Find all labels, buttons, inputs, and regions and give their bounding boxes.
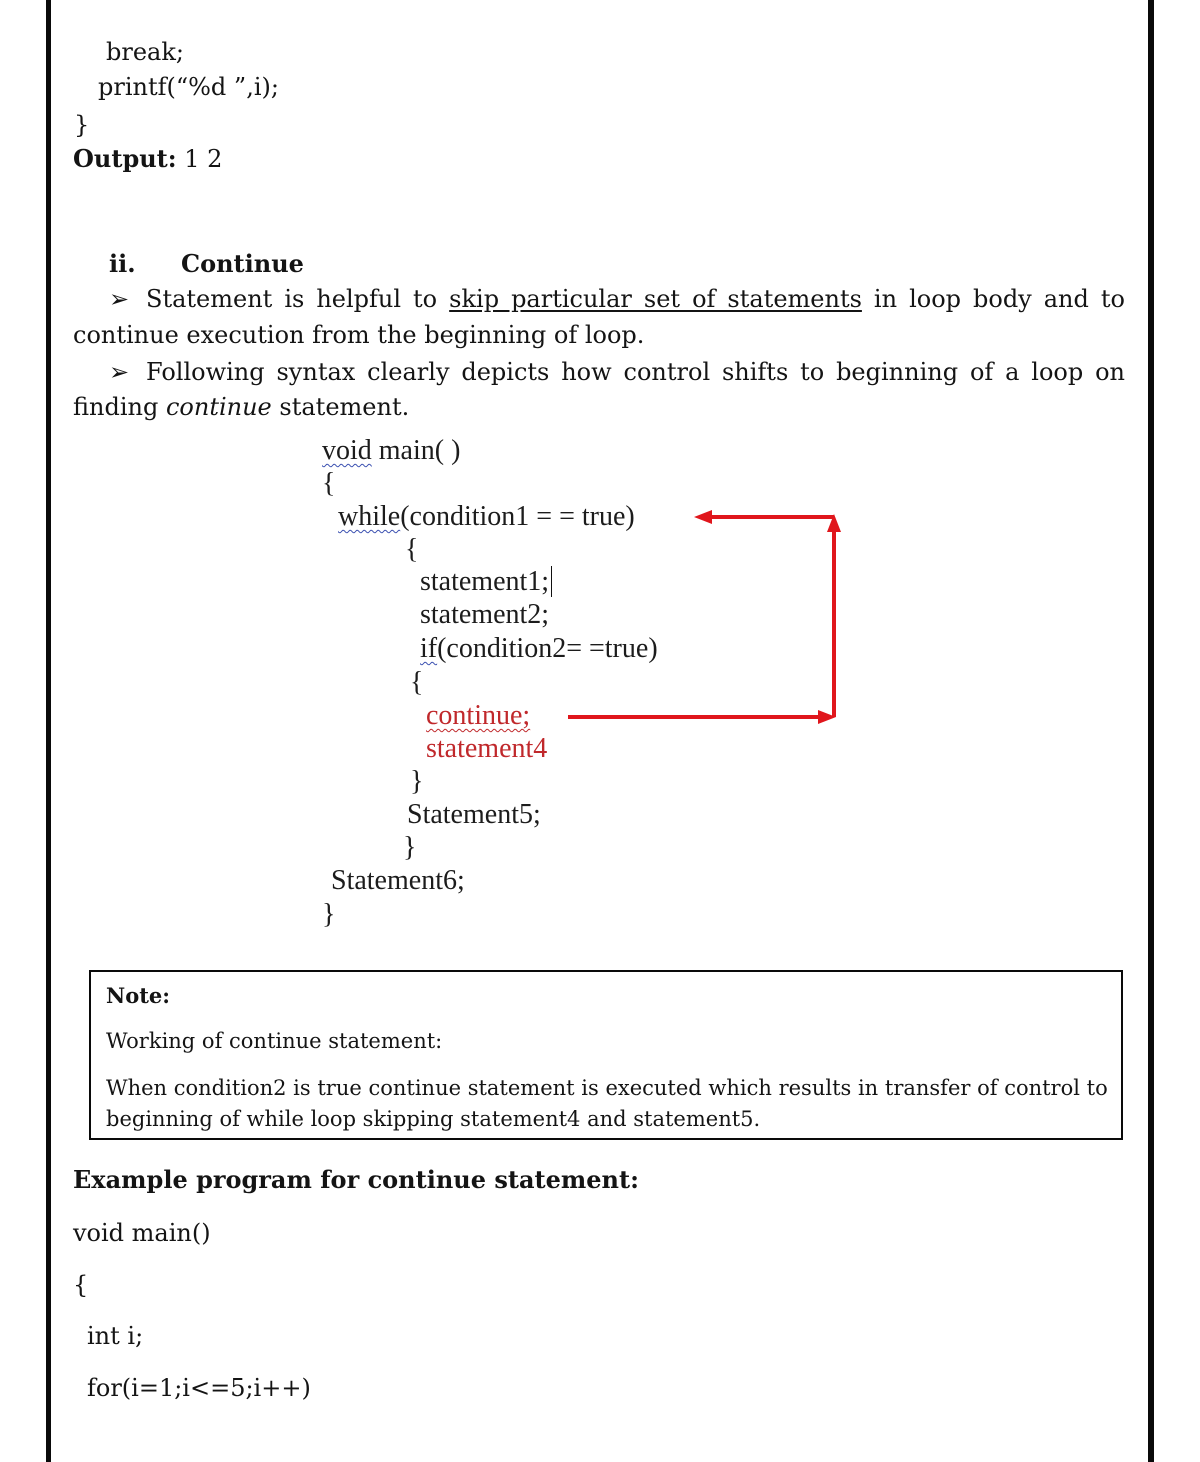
syntax-main-open-brace: { — [322, 468, 336, 499]
example-heading: Example program for continue statement: — [73, 1165, 639, 1194]
example-line-int-i: int i; — [87, 1322, 144, 1350]
code-printf-line: printf(“%d ”,i); — [98, 73, 279, 101]
note-title: Note: — [106, 983, 171, 1008]
syntax-while-close-brace: } — [403, 832, 417, 863]
note-line-2: beginning of while loop skipping statement4 and statement5. — [106, 1107, 761, 1131]
output-label: Output: — [73, 144, 177, 173]
continue-keyword-italic: continue — [165, 393, 272, 421]
syntax-if-close-brace: } — [410, 766, 424, 797]
bullet-arrow-icon: ➢ — [109, 358, 130, 386]
bullet-arrow-icon: ➢ — [109, 285, 130, 313]
code-break-line: break; — [106, 38, 184, 66]
bullet-2-line-1: Following syntax clearly depicts how control shifts to beginning of a loop on — [146, 358, 1125, 386]
bullet-2-line-2: finding continue statement. — [73, 393, 410, 421]
syntax-continue: continue; — [426, 700, 531, 731]
note-subtitle: Working of continue statement: — [106, 1029, 443, 1053]
section-title: Continue — [181, 249, 304, 278]
syntax-while-open-brace: { — [405, 534, 419, 565]
syntax-main-close-brace: } — [322, 899, 336, 930]
syntax-if-open-brace: { — [410, 667, 424, 698]
syntax-void-main: void main( ) — [322, 435, 461, 466]
bullet-1-line-1: Statement is helpful to skip particular set of statements in loop body and to — [146, 285, 1125, 313]
code-close-brace: } — [74, 111, 90, 139]
example-line-void-main: void main() — [73, 1219, 211, 1247]
syntax-statement2: statement2; — [420, 599, 550, 630]
arrowhead-left-icon — [694, 510, 712, 524]
syntax-statement5: Statement5; — [407, 799, 541, 830]
bullet-1-line-2: continue execution from the beginning of loop. — [73, 321, 645, 349]
note-line-1: When condition2 is true continue statement is executed which results in transfer of control to — [106, 1076, 1108, 1100]
example-line-for: for(i=1;i<=5;i++) — [87, 1374, 311, 1402]
syntax-while-line: while(condition1 = = true) — [338, 501, 635, 532]
bullet-1-underlined: skip particular set of statements — [449, 285, 862, 313]
syntax-if-line: if(condition2= =true) — [420, 633, 658, 664]
syntax-statement1: statement1; — [420, 568, 552, 596]
syntax-statement4: statement4 — [426, 733, 548, 764]
syntax-statement6: Statement6; — [331, 865, 465, 896]
output-value: 1 2 — [184, 145, 223, 173]
example-line-open-brace: { — [73, 1271, 89, 1299]
section-number: ii. — [109, 249, 136, 278]
